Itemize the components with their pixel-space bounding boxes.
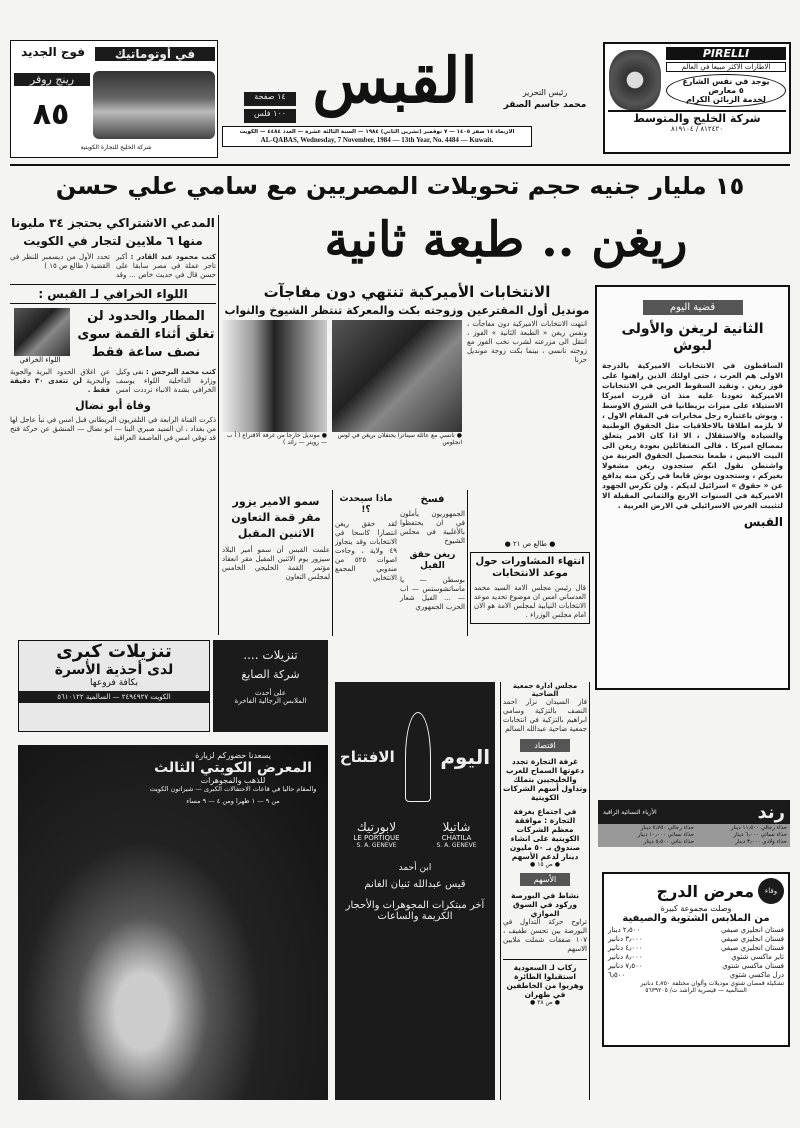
left-headline-1: المدعي الاشتراكي يحتجز ٣٤ مليونا [11, 216, 215, 230]
item-name: فستان ماكسي شتوي [722, 962, 784, 970]
emir-headline: سمو الامير يزور مقر قمة التعاون الاثنين المقبل [231, 495, 321, 540]
lead-headline: ريغن .. طبعة ثانية [324, 212, 688, 268]
price-row [608, 971, 784, 980]
fasakh-headline: فسخ [420, 494, 445, 505]
price-row [608, 962, 784, 971]
emir-column: سمو الامير يزور مقر قمة التعاون الاثنين المقبل علمت القبس أن سمو أمير البلاد سيزور يوم الاثنين المقبل مقر انعقاد مؤتمر القمة الخليجي الخامس لمجلس التعاون [222, 495, 330, 581]
price-row [608, 953, 784, 962]
price-row [608, 926, 784, 935]
elephant-headline: ريغن حقق الفيل [409, 550, 456, 571]
tire-image [609, 50, 661, 110]
pirelli-brand: PIRELLI [666, 47, 786, 60]
ad-car: في أوتوماتيك فوج الجديد رينج روفر ٨٥ شركة الخليج للتجارة الكويتية [10, 40, 218, 158]
reagan-photo [332, 320, 462, 432]
briefs-column: مجلس ادارة جمعية الضاحية فاز السيدان نزار احمد النصف بالتزكية وسامي ابراهيم بالتزكية في انتخابات جمعية ضاحية عبدالله السالم اقتصاد غرفة التجارة تجدد دعوتها السماح للعرب والخليجيين بتملك وتداول أسهم الشركات الكويتية في اجتماع بغرفة التجارة : موافقة معظم الشركات الكويتية على انشاء صندوق بـ ٥٠ مليون دينار لدعم الأسهم ● ص ١٥ ● الأسهم نشاط في البورصة وركود في السوق الموازي تراوح حركة التداول في البورصة بين تحسن طفيف ، ١٠٧ صفقات شملت ملايين الاسهم ركاب لـ السعودية استقبلوا الطائرة وهربوا من الخاطفين في طهران ● ص ٢٨ ● [500, 682, 590, 1100]
pages-badge: ١٤ صفحة [244, 92, 296, 106]
lead-block: الانتخابات الأميركية تنتهي دون مفاجآت مونديل أول المقترعين وزوجته بكت والمعركة تنتظر الشيوخ والنواب ● مونديل خارجا من غرفة الاقتراع ( أ ب — رويتر — رائد ) ● نانسي مع عائلة سيناترا يحتفلان بريغن في لوس انجلوس انتهت الانتخابات الاميركية دون مفاجآت ، ونفس ريغن « الطبعة الثانية » الفوز ، انتقل الى مزرعته لشرب نخب الفوز مع زوجته نانسي ، بينما بكت زوجة مونديل حزنا [222, 283, 592, 446]
khorafi-photo [14, 308, 70, 356]
dateline: الاربعاء ١٤ صفر ١٤٠٥ — ٧ نوفمبر (تشرين الثاني) ١٩٨٤ — السنة الثالثة عشرة — العدد ٤٤٨٤ — الكويت AL-QABAS, Wednesday, 7 November, 1984 — 13th Year, No. 4484 — Kuwait. [222, 126, 532, 147]
price-list [608, 926, 784, 980]
editorial-box: قضية اليوم الثانية لريغن والأولى لبوش الساقطون في الانتخابات الاميركية بالدرجة الاولى هم العرب ، حتى اولئك الذين راهنوا على فوز ريغن . ونقيد السقوط العربي في الانتخابات الاميركية تعودنا عليه منذ ان قررت اميركا الاستيلاء على ميراث بريطانيا في الشرق الاوسط . وبوش باعتباره رجل مخابرات في المقام الاول ، لا يلزمه اطلاقا بالاخلاقيات مثل الحقوق الوطنية والسيادة والاستقلال ، الا اذا كان الامر يتعلق بمصالح اميركا . فالى المتفائلين بعودة ريغن الى البيت الابيض ، طمعا بتحصيل الحقوق العربية من واشنطن نقول انكم ستجدون ريغن مشغولا بغيركم ، وستجدون بوش قابعا في ركن منه يدافع عن « حقوق » اسرائيل لديكم . ولن تكرس الجهود الاميركية في السنوات الاربع والثماني المقبلة الا لتثبيت الغرس الاسرائيلي في الارض العربية . القبس [595, 285, 790, 690]
item-name: فستان انجليزي صيفي [720, 944, 784, 952]
item-price: ٦٫٥٠٠ [608, 971, 626, 979]
ad-shoes: تنزيلات كبرى لدى أحذية الأسرة بكافة فروعها الكويت ٢٤٩٤٩٢٧ — السالمية ٥٦١٠١٢٢ [18, 640, 210, 732]
price-row [608, 935, 784, 944]
ad-opening: اليوم الافتتاح شاتيلا CHATILA S. A. GENEVE لابورتيك LE PORTIQUE S. A. GENEVE ابن أحمد قيس عبدالله ثنيان الغانم آخر مبتكرات المجوهرات والأحجار الكريمة والساعات [335, 682, 495, 1100]
daraj-logo: وفاء [758, 878, 784, 904]
item-name: فستان انجليزي صيفي [720, 926, 784, 934]
airport-headline: المطار والحدود لن تغلق أثناء القمة سوى نصف ساعة فقط [77, 309, 215, 361]
what-column: ماذا سيحدث ؟! لقد حقق ريغن انتصارا كاسحا في الانتخابات وقد يتجاوز ٤٩ ولاية ، وجاءت اصوات ٥٢٥ من مندوبي المجمع الانتخابي [335, 494, 397, 582]
what-headline: ماذا سيحدث ؟! [339, 494, 393, 515]
ad-sayegh: تنزيلات .... شركة الصايغ على أحدث الملابس الرجالية الفاخرة [213, 640, 328, 732]
interview-kicker: اللواء الخرافي لـ القبس : [10, 284, 216, 304]
masthead-rule [10, 164, 790, 166]
item-price: ٣٫٠٠٠ دنانير [608, 935, 643, 943]
lead-sub-1: الانتخابات الأميركية تنتهي دون مفاجآت [263, 283, 551, 301]
ad-jewelry: يسعدنا حضوركم لزيارة المعرض الكويتي الثالث للذهب والمجوهرات والمقام حاليا في قاعات الاحتفالات الكبرى — شيراتون الكويت من ٩ — ١ ظهرا ومن ٤ — ٩ مساء [18, 745, 328, 1100]
masthead-logo: القبس [312, 44, 478, 117]
fasakh-column: فسخ الجمهوريون يأملون في ان يحتفظوا بالأغلبية في مجلس الشيوخ ريغن حقق الفيل بوسطن — يا ماساتشوستس — اب — ... الفيل شعار الحزب الجمهوري [400, 494, 465, 611]
item-price: ٢٫٥٠٠ دينار [608, 926, 641, 934]
item-price: ٧٫٥٠٠ دنانير [608, 962, 643, 970]
left-headline-2: منها ٦ ملايين لتجار في الكويت [23, 234, 203, 249]
left-column: المدعي الاشتراكي يحتجز ٣٤ مليونا منها ٦ ملايين لتجار في الكويت كتب محمود عبد القادر : أكبر تاجر عملة في مصر سابقا على حسن قال في حديث خاص ... وقد تحدد الأول من ديسمبر للنظر في القضية ( طالع ص ١٥ ) اللواء الخرافي لـ القبس : المطار والحدود لن تغلق أثناء القمة سوى نصف ساعة فقط اللواء الخرافي كتب محمد البرجس : نفى وكيل وزارة الداخلية اللواء يوسف الخرافي بشدة الانباء ترددت امس عن اغلاق الحدود البرية والجوية والبحرية لن تتعدى ٣٠ دقيقة فقط . وفاة أبو نضال ذكرت القناة الرابعة في التلفزيون البريطاني قبل امس في نبأ عاجل لها من بغداد ، ان السيد صبري البنا — ابو نضال — المنشق عن حركة فتح قد توفي امس في العاصمة العراقية [10, 216, 216, 443]
item-price: ٤٫٠٠٠ دنانير [608, 944, 643, 952]
mondale-photo [222, 320, 327, 432]
item-name: تاير ماكسي شتوي [731, 953, 784, 961]
ad-rand: رند الأزياء النسائية الراقية حذاء رجالي ١١٫٥٠٠ دينار حذاء رجالي ٧٫٧٥٠ دينار حذاء نسائي ٦٫٠٠٠ دينار حذاء نسائي ١٠٫٠٠٠ دينار حذاء ولادي ٣٫٠٠٠ دينار حذاء بناتي ٥٫٥٠٠ دينار [598, 800, 790, 847]
item-price: ٨٫٠٠٠ دنانير [608, 953, 643, 961]
death-headline: وفاة أبو نضال [75, 399, 151, 413]
car-image [93, 71, 215, 139]
consult-column: ● طالع ص ٢١ ● انتهاء المشاورات حول موعد الانتخابات قال رئيس مجلس الامة السيد محمد العدساني امس ان موضوع تحديد موعد الانتخابات النيابية لمجلس الامة هو الان امام مجلس الوزراء . [470, 540, 590, 624]
editorial-headline: الثانية لريغن والأولى لبوش [621, 321, 764, 354]
main-headline: ١٥ مليار جنيه حجم تحويلات المصريين مع سامي علي حسن [55, 172, 745, 200]
editor-name: محمد جاسم الصقر [503, 100, 587, 110]
hands-icon [405, 712, 431, 802]
editor-label: رئيس التحرير [522, 88, 568, 97]
price-row [608, 944, 784, 953]
ad-daraj: وفاء معرض الدرج وصلت مجموعة كبيرة من الملابس الشتوية والصيفية فستان انجليزي صيفي ٢٫٥٠٠ دينار فستان انجليزي صيفي ٣٫٠٠٠ دنانير فستان انجليزي صيفي ٤٫٠٠٠ دنانير تاير ماكسي شتوي ٨٫٠٠٠ دنانير فستان ماكسي شتوي ٧٫٥٠٠ دنانير درل ماكسي شتوي ٦٫٥٠٠ تشكيلة قمصان شتوي موديلات وألوان مختلفة ٤٫٧٥٠ دنانير السالمية — قيصرية الراشد ت/ ٥٦٣٩٢٠٥ [602, 872, 790, 1047]
editorial-label: قضية اليوم [643, 300, 743, 315]
item-name: فستان انجليزي صيفي [720, 935, 784, 943]
item-name: درل ماكسي شتوي [729, 971, 784, 979]
ad-pirelli: PIRELLI الاطارات الاكثر مبيعا في العالم يوجد في نفس الشارع ٥ معارض لخدمة الزبائن الكرام شركة الخليج والمتوسط ٨١٢٤٢٠ / ٨١٩١٠٤ [603, 42, 791, 154]
consult-box: انتهاء المشاورات حول موعد الانتخابات قال رئيس مجلس الامة السيد محمد العدساني امس ان موضوع تحديد موعد الانتخابات النيابية لمجلس الامة هو الان امام مجلس الوزراء . [470, 552, 590, 624]
lead-sub-2: مونديل أول المقترعين وزوجته بكت والمعركة تنتظر الشيوخ والنواب [224, 304, 590, 317]
price-badge: ١٠٠ فلس [244, 109, 296, 123]
